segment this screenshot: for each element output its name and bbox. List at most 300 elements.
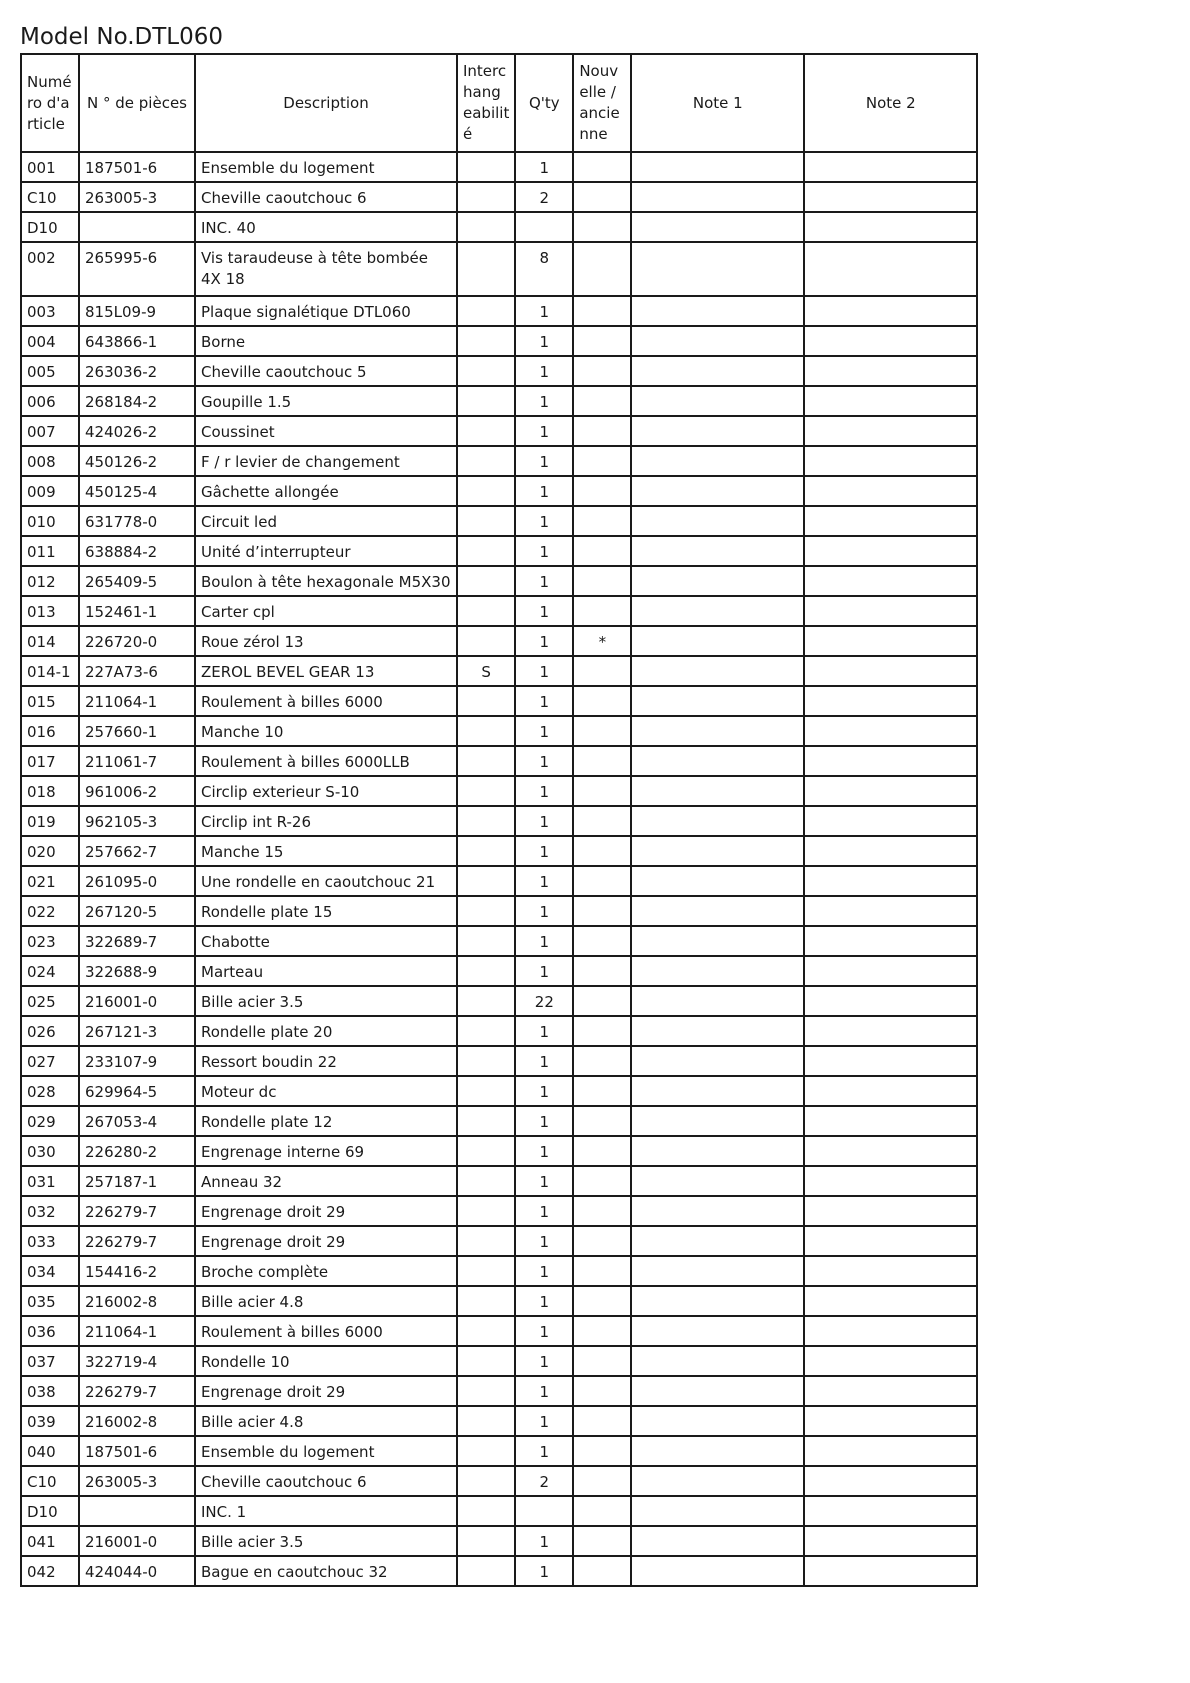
page-title: Model No.DTL060: [20, 24, 224, 50]
cell-interchangeability: [457, 506, 515, 536]
cell-new-old: [573, 1436, 631, 1466]
cell-interchangeability: [457, 686, 515, 716]
cell-interchangeability: [457, 1016, 515, 1046]
cell-item-number: 004: [21, 326, 79, 356]
cell-part-number: 450125-4: [79, 476, 195, 506]
cell-note-2: [804, 182, 977, 212]
cell-quantity: 1: [515, 1076, 573, 1106]
cell-note-2: [804, 566, 977, 596]
table-row: [21, 1106, 977, 1136]
cell-part-number: 211064-1: [79, 1316, 195, 1346]
table-row: [21, 182, 977, 212]
cell-note-1: [631, 356, 804, 386]
cell-part-number: 226720-0: [79, 626, 195, 656]
cell-item-number: 021: [21, 866, 79, 896]
table-row: [21, 566, 977, 596]
cell-new-old: [573, 1286, 631, 1316]
cell-description: Rondelle plate 20: [195, 1016, 457, 1046]
table-row: [21, 506, 977, 536]
cell-interchangeability: [457, 386, 515, 416]
cell-interchangeability: [457, 1316, 515, 1346]
cell-interchangeability: [457, 416, 515, 446]
cell-new-old: [573, 212, 631, 242]
cell-note-2: [804, 476, 977, 506]
table-row: [21, 416, 977, 446]
table-row: [21, 626, 977, 656]
cell-part-number: 257660-1: [79, 716, 195, 746]
cell-item-number: 003: [21, 296, 79, 326]
cell-description: Bille acier 4.8: [195, 1286, 457, 1316]
cell-interchangeability: [457, 806, 515, 836]
table-row: [21, 1316, 977, 1346]
cell-note-1: [631, 1196, 804, 1226]
cell-quantity: 1: [515, 806, 573, 836]
cell-note-1: [631, 1556, 804, 1586]
cell-new-old: [573, 1046, 631, 1076]
cell-note-2: [804, 446, 977, 476]
cell-quantity: 1: [515, 1406, 573, 1436]
cell-part-number: 322688-9: [79, 956, 195, 986]
cell-quantity: 1: [515, 1256, 573, 1286]
cell-interchangeability: S: [457, 656, 515, 686]
cell-item-number: 026: [21, 1016, 79, 1046]
cell-note-2: [804, 866, 977, 896]
cell-note-2: [804, 386, 977, 416]
table-row: [21, 386, 977, 416]
cell-item-number: C10: [21, 182, 79, 212]
cell-new-old: [573, 1226, 631, 1256]
table-row: [21, 1466, 977, 1496]
cell-part-number: 226279-7: [79, 1196, 195, 1226]
cell-note-2: [804, 326, 977, 356]
cell-note-1: [631, 1136, 804, 1166]
cell-interchangeability: [457, 1076, 515, 1106]
cell-part-number: 261095-0: [79, 866, 195, 896]
cell-interchangeability: [457, 566, 515, 596]
cell-note-1: [631, 416, 804, 446]
table-row: [21, 446, 977, 476]
cell-note-1: [631, 626, 804, 656]
cell-note-2: [804, 1466, 977, 1496]
cell-quantity: 1: [515, 1346, 573, 1376]
cell-part-number: 638884-2: [79, 536, 195, 566]
cell-item-number: 006: [21, 386, 79, 416]
cell-note-1: [631, 326, 804, 356]
cell-item-number: 037: [21, 1346, 79, 1376]
cell-item-number: 015: [21, 686, 79, 716]
cell-quantity: 1: [515, 296, 573, 326]
cell-part-number: 187501-6: [79, 1436, 195, 1466]
cell-note-2: [804, 416, 977, 446]
cell-note-2: [804, 1496, 977, 1526]
cell-new-old: [573, 506, 631, 536]
table-row: [21, 686, 977, 716]
cell-note-1: [631, 866, 804, 896]
cell-quantity: 1: [515, 686, 573, 716]
cell-item-number: 007: [21, 416, 79, 446]
cell-interchangeability: [457, 1046, 515, 1076]
cell-item-number: 010: [21, 506, 79, 536]
cell-interchangeability: [457, 242, 515, 296]
cell-note-1: [631, 926, 804, 956]
cell-item-number: 019: [21, 806, 79, 836]
cell-description: INC. 40: [195, 212, 457, 242]
cell-note-2: [804, 1376, 977, 1406]
cell-description: Broche complète: [195, 1256, 457, 1286]
cell-description: Chabotte: [195, 926, 457, 956]
cell-interchangeability: [457, 1136, 515, 1166]
cell-quantity: 1: [515, 866, 573, 896]
cell-interchangeability: [457, 1286, 515, 1316]
cell-interchangeability: [457, 626, 515, 656]
cell-note-2: [804, 1556, 977, 1586]
cell-quantity: 1: [515, 386, 573, 416]
cell-note-2: [804, 212, 977, 242]
cell-new-old: [573, 686, 631, 716]
cell-new-old: [573, 476, 631, 506]
cell-part-number: 226279-7: [79, 1226, 195, 1256]
cell-quantity: 1: [515, 152, 573, 182]
cell-part-number: 961006-2: [79, 776, 195, 806]
cell-interchangeability: [457, 296, 515, 326]
cell-note-2: [804, 1346, 977, 1376]
cell-quantity: 1: [515, 326, 573, 356]
parts-table: [20, 53, 978, 1587]
cell-item-number: 040: [21, 1436, 79, 1466]
cell-note-1: [631, 212, 804, 242]
cell-note-1: [631, 1226, 804, 1256]
table-row: [21, 1346, 977, 1376]
cell-description: Engrenage droit 29: [195, 1196, 457, 1226]
cell-quantity: 1: [515, 1526, 573, 1556]
cell-note-2: [804, 242, 977, 296]
cell-note-2: [804, 536, 977, 566]
cell-description: Moteur dc: [195, 1076, 457, 1106]
cell-note-2: [804, 806, 977, 836]
cell-note-1: [631, 986, 804, 1016]
table-row: [21, 896, 977, 926]
cell-item-number: 025: [21, 986, 79, 1016]
cell-new-old: [573, 866, 631, 896]
cell-item-number: 022: [21, 896, 79, 926]
cell-quantity: 1: [515, 746, 573, 776]
cell-part-number: 267120-5: [79, 896, 195, 926]
cell-note-1: [631, 956, 804, 986]
cell-note-1: [631, 566, 804, 596]
cell-interchangeability: [457, 1436, 515, 1466]
cell-quantity: 1: [515, 596, 573, 626]
cell-new-old: [573, 746, 631, 776]
cell-item-number: 011: [21, 536, 79, 566]
cell-new-old: [573, 1106, 631, 1136]
table-row: [21, 806, 977, 836]
cell-part-number: 322719-4: [79, 1346, 195, 1376]
cell-note-1: [631, 656, 804, 686]
header-item-number: Numé ro d'a rticle: [21, 54, 79, 152]
cell-description: Bille acier 4.8: [195, 1406, 457, 1436]
cell-description: Cheville caoutchouc 6: [195, 1466, 457, 1496]
table-row: [21, 1436, 977, 1466]
cell-interchangeability: [457, 1376, 515, 1406]
cell-quantity: 1: [515, 626, 573, 656]
cell-note-2: [804, 1196, 977, 1226]
cell-new-old: *: [573, 626, 631, 656]
cell-note-2: [804, 1076, 977, 1106]
table-header: [21, 54, 977, 152]
cell-item-number: 035: [21, 1286, 79, 1316]
cell-interchangeability: [457, 746, 515, 776]
cell-interchangeability: [457, 1226, 515, 1256]
cell-part-number: 815L09-9: [79, 296, 195, 326]
cell-interchangeability: [457, 1406, 515, 1436]
cell-note-2: [804, 1226, 977, 1256]
table-row: [21, 1556, 977, 1586]
cell-note-2: [804, 956, 977, 986]
table-row: [21, 1166, 977, 1196]
cell-description: Engrenage interne 69: [195, 1136, 457, 1166]
cell-item-number: D10: [21, 212, 79, 242]
cell-interchangeability: [457, 1196, 515, 1226]
cell-description: Roue zérol 13: [195, 626, 457, 656]
cell-item-number: 033: [21, 1226, 79, 1256]
cell-note-1: [631, 896, 804, 926]
table-row: [21, 1046, 977, 1076]
cell-item-number: 030: [21, 1136, 79, 1166]
header-note-2: Note 2: [804, 54, 977, 152]
cell-interchangeability: [457, 776, 515, 806]
cell-description: Boulon à tête hexagonale M5X30: [195, 566, 457, 596]
cell-item-number: 042: [21, 1556, 79, 1586]
cell-interchangeability: [457, 1526, 515, 1556]
cell-item-number: 014-1: [21, 656, 79, 686]
cell-description: Circlip exterieur S-10: [195, 776, 457, 806]
cell-note-1: [631, 1076, 804, 1106]
cell-description: Cheville caoutchouc 5: [195, 356, 457, 386]
cell-quantity: 1: [515, 566, 573, 596]
cell-description: Goupille 1.5: [195, 386, 457, 416]
cell-note-2: [804, 1256, 977, 1286]
cell-item-number: 024: [21, 956, 79, 986]
cell-description: Cheville caoutchouc 6: [195, 182, 457, 212]
cell-quantity: 8: [515, 242, 573, 296]
table-row: [21, 212, 977, 242]
cell-description: Unité d’interrupteur: [195, 536, 457, 566]
cell-part-number: 450126-2: [79, 446, 195, 476]
table-row: [21, 746, 977, 776]
cell-note-1: [631, 596, 804, 626]
cell-quantity: 1: [515, 956, 573, 986]
cell-new-old: [573, 986, 631, 1016]
cell-note-2: [804, 926, 977, 956]
cell-new-old: [573, 1316, 631, 1346]
cell-description: Bague en caoutchouc 32: [195, 1556, 457, 1586]
cell-new-old: [573, 386, 631, 416]
cell-note-2: [804, 656, 977, 686]
cell-part-number: 322689-7: [79, 926, 195, 956]
cell-new-old: [573, 1466, 631, 1496]
cell-quantity: 1: [515, 446, 573, 476]
cell-new-old: [573, 776, 631, 806]
cell-quantity: 1: [515, 536, 573, 566]
table-row: [21, 956, 977, 986]
cell-note-2: [804, 896, 977, 926]
cell-item-number: 038: [21, 1376, 79, 1406]
cell-note-2: [804, 746, 977, 776]
cell-note-1: [631, 1406, 804, 1436]
cell-interchangeability: [457, 1106, 515, 1136]
cell-note-2: [804, 506, 977, 536]
table-row: [21, 836, 977, 866]
cell-description: Marteau: [195, 956, 457, 986]
cell-note-2: [804, 686, 977, 716]
cell-note-2: [804, 356, 977, 386]
cell-description: Manche 10: [195, 716, 457, 746]
cell-note-2: [804, 836, 977, 866]
cell-note-1: [631, 1106, 804, 1136]
cell-note-1: [631, 1436, 804, 1466]
cell-description: Carter cpl: [195, 596, 457, 626]
cell-note-1: [631, 1286, 804, 1316]
table-row: [21, 986, 977, 1016]
table-row: [21, 926, 977, 956]
cell-quantity: [515, 212, 573, 242]
table-row: [21, 1526, 977, 1556]
cell-description: Vis taraudeuse à tête bombée 4X 18: [195, 242, 457, 296]
cell-item-number: 036: [21, 1316, 79, 1346]
cell-interchangeability: [457, 182, 515, 212]
table-row: [21, 776, 977, 806]
cell-note-1: [631, 182, 804, 212]
cell-part-number: 263036-2: [79, 356, 195, 386]
cell-new-old: [573, 1256, 631, 1286]
cell-note-1: [631, 1466, 804, 1496]
cell-description: Coussinet: [195, 416, 457, 446]
cell-new-old: [573, 1376, 631, 1406]
cell-note-1: [631, 776, 804, 806]
cell-new-old: [573, 1406, 631, 1436]
cell-interchangeability: [457, 1496, 515, 1526]
cell-item-number: 027: [21, 1046, 79, 1076]
cell-description: Gâchette allongée: [195, 476, 457, 506]
table-row: [21, 356, 977, 386]
cell-part-number: 257187-1: [79, 1166, 195, 1196]
table-row: [21, 1076, 977, 1106]
cell-part-number: 211061-7: [79, 746, 195, 776]
cell-item-number: 034: [21, 1256, 79, 1286]
cell-quantity: 1: [515, 476, 573, 506]
cell-item-number: 016: [21, 716, 79, 746]
cell-interchangeability: [457, 836, 515, 866]
cell-item-number: 009: [21, 476, 79, 506]
cell-interchangeability: [457, 212, 515, 242]
table-row: [21, 1226, 977, 1256]
cell-quantity: [515, 1496, 573, 1526]
cell-note-1: [631, 296, 804, 326]
cell-part-number: 267053-4: [79, 1106, 195, 1136]
cell-description: Rondelle 10: [195, 1346, 457, 1376]
cell-item-number: 041: [21, 1526, 79, 1556]
cell-item-number: 014: [21, 626, 79, 656]
cell-note-2: [804, 1046, 977, 1076]
cell-new-old: [573, 896, 631, 926]
cell-note-2: [804, 596, 977, 626]
cell-quantity: 2: [515, 182, 573, 212]
cell-quantity: 1: [515, 1376, 573, 1406]
header-new-old: Nouv elle / ancie nne: [573, 54, 631, 152]
cell-new-old: [573, 1556, 631, 1586]
cell-note-1: [631, 242, 804, 296]
cell-note-1: [631, 716, 804, 746]
cell-note-1: [631, 1496, 804, 1526]
cell-interchangeability: [457, 926, 515, 956]
cell-part-number: 629964-5: [79, 1076, 195, 1106]
cell-item-number: C10: [21, 1466, 79, 1496]
cell-note-1: [631, 152, 804, 182]
cell-item-number: 017: [21, 746, 79, 776]
cell-new-old: [573, 326, 631, 356]
cell-new-old: [573, 656, 631, 686]
cell-item-number: 029: [21, 1106, 79, 1136]
cell-item-number: 032: [21, 1196, 79, 1226]
cell-note-1: [631, 506, 804, 536]
cell-note-1: [631, 1376, 804, 1406]
cell-part-number: 154416-2: [79, 1256, 195, 1286]
cell-description: Ensemble du logement: [195, 152, 457, 182]
cell-part-number: 216001-0: [79, 986, 195, 1016]
table-row: [21, 1496, 977, 1526]
cell-quantity: 1: [515, 656, 573, 686]
cell-new-old: [573, 182, 631, 212]
cell-interchangeability: [457, 356, 515, 386]
cell-part-number: 265409-5: [79, 566, 195, 596]
cell-description: Manche 15: [195, 836, 457, 866]
cell-quantity: 1: [515, 1106, 573, 1136]
cell-item-number: 008: [21, 446, 79, 476]
cell-new-old: [573, 1016, 631, 1046]
cell-item-number: 039: [21, 1406, 79, 1436]
table-row: [21, 152, 977, 182]
table-row: [21, 476, 977, 506]
cell-note-1: [631, 836, 804, 866]
cell-part-number: 187501-6: [79, 152, 195, 182]
cell-new-old: [573, 1526, 631, 1556]
cell-part-number: 226280-2: [79, 1136, 195, 1166]
cell-quantity: 1: [515, 926, 573, 956]
cell-item-number: 031: [21, 1166, 79, 1196]
cell-note-1: [631, 1046, 804, 1076]
cell-description: Rondelle plate 12: [195, 1106, 457, 1136]
cell-description: F / r levier de changement: [195, 446, 457, 476]
cell-note-2: [804, 1016, 977, 1046]
cell-quantity: 1: [515, 1556, 573, 1586]
cell-new-old: [573, 536, 631, 566]
cell-note-2: [804, 1406, 977, 1436]
cell-description: ZEROL BEVEL GEAR 13: [195, 656, 457, 686]
cell-quantity: 1: [515, 896, 573, 926]
cell-part-number: 631778-0: [79, 506, 195, 536]
cell-new-old: [573, 152, 631, 182]
cell-quantity: 2: [515, 1466, 573, 1496]
cell-interchangeability: [457, 446, 515, 476]
cell-note-2: [804, 626, 977, 656]
table-body: [21, 152, 977, 1586]
cell-quantity: 1: [515, 506, 573, 536]
cell-new-old: [573, 806, 631, 836]
cell-part-number: 227A73-6: [79, 656, 195, 686]
cell-part-number: [79, 212, 195, 242]
cell-new-old: [573, 416, 631, 446]
cell-new-old: [573, 1196, 631, 1226]
